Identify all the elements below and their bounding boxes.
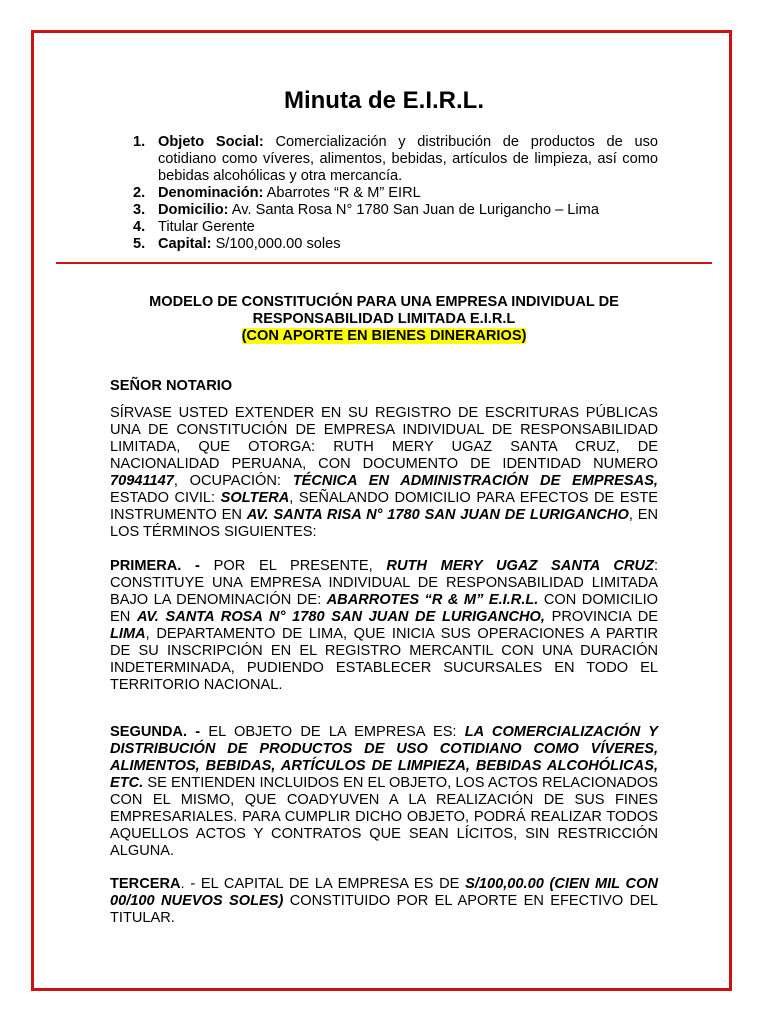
owner-name: RUTH MERY UGAZ SANTA CRUZ (386, 558, 654, 574)
summary-item-text: Abarrotes “R & M” EIRL (263, 185, 421, 201)
summary-item-number: 4. (133, 219, 146, 235)
heading-highlighted-subtitle: (CON APORTE EN BIENES DINERARIOS) (241, 328, 527, 344)
summary-item-label: Denominación: (158, 185, 264, 201)
clause-tercera (110, 876, 658, 927)
summary-item-titular (110, 219, 658, 236)
clause-segunda (110, 724, 658, 860)
capital-amount: S/100,00.00 (CIEN MIL CON 00/100 NUEVOS SOLES) (110, 876, 658, 909)
clause-label: TERCERA (110, 876, 181, 892)
id-number: 70941147 (110, 473, 174, 489)
section-divider (56, 262, 712, 264)
summary-item-capital (110, 236, 658, 253)
summary-item-label: Domicilio: (158, 202, 229, 218)
salutation: SEÑOR NOTARIO (110, 378, 233, 394)
heading-line-1: MODELO DE CONSTITUCIÓN PARA UNA EMPRESA INDIVIDUAL DE (149, 294, 619, 310)
document-heading (0, 294, 768, 345)
intro-text: , EN LOS TÉRMINOS SIGUIENTES: (110, 507, 658, 540)
summary-list (110, 134, 658, 253)
clause-text: , DEPARTAMENTO DE LIMA (145, 626, 343, 642)
summary-item-text: Av. Santa Rosa N° 1780 San Juan de Lurigancho – Lima (228, 202, 599, 218)
civil-status: SOLTERA (220, 490, 290, 506)
clause-text: PROVINCIA DE (544, 609, 659, 625)
summary-item-objeto-social (110, 134, 658, 185)
summary-item-number: 2. (133, 185, 146, 201)
summary-item-text: Comercialización y distribución de productos de uso cotidiano como víveres, alimentos, bebidas, artículos de limpieza, así como bebidas alcohólicas y otra mercancía. (158, 134, 658, 184)
summary-item-denominacion (110, 185, 658, 202)
clause-text: POR EL PRESENTE, (199, 558, 387, 574)
intro-text: , SEÑALANDO DOMICILIO PARA EFECTOS DE ESTE INSTRUMENTO EN (110, 490, 658, 523)
summary-item-domicilio (110, 202, 658, 219)
clause-label: SEGUNDA. - (110, 724, 201, 740)
summary-item-text: S/100,000.00 soles (211, 236, 341, 252)
company-address: AV. SANTA ROSA N° 1780 SAN JUAN DE LURIGANCHO, (136, 609, 545, 625)
clause-text: , QUE INICIA SUS OPERACIONES A PARTIR DE SU INSCRIPCIÓN EN EL REGISTRO MERCANTIL CON UNA DURACIÓN INDETERMINADA, PUDIENDO ESTABLECER SUCURSALES EN TODO EL TERRITORIO NACIONAL. (110, 626, 658, 693)
summary-item-number: 1. (133, 134, 146, 150)
summary-item-text: Titular Gerente (158, 219, 255, 235)
clause-text: EL OBJETO DE LA EMPRESA ES: (200, 724, 465, 740)
intro-text: ESTADO CIVIL: (110, 490, 221, 506)
clause-text: CONSTITUIDO POR EL APORTE EN EFECTIVO DEL TITULAR. (110, 893, 658, 926)
clause-text: SE ENTIENDEN INCLUIDOS EN EL OBJETO, LOS ACTOS RELACIONADOS CON EL MISMO, QUE COADYUVEN A LA REALIZACIÓN DE SUS FINES EMPRESARIALES. PARA CUMPLIR DICHO OBJETO, PODRÁ REALIZAR TODOS AQUELLOS ACTOS Y CONTRATOS QUE SEAN LÍCITOS, SIN RESTRICCIÓN ALGUNA. (110, 775, 658, 859)
province: LIMA (110, 626, 146, 642)
intro-text: SÍRVASE USTED EXTENDER EN SU REGISTRO DE ESCRITURAS PÚBLICAS UNA DE CONSTITUCIÓN DE EMPRESA INDIVIDUAL DE RESPONSABILIDAD LIMITADA, QUE OTORGA: RUTH MERY UGAZ SANTA CRUZ, DE NACIONALIDAD PERUANA, CON DOCUMENTO DE IDENTIDAD NUMERO (110, 405, 658, 472)
company-object: LA COMERCIALIZACIÓN Y DISTRIBUCIÓN DE PRODUCTOS DE USO COTIDIANO COMO VÍVERES, ALIMENTOS, BEBIDAS, ARTÍCULOS DE LIMPIEZA, BEBIDAS ALCOHÓLICAS, ETC. (110, 724, 658, 791)
intro-text: , OCUPACIÓN: (173, 473, 293, 489)
summary-item-number: 5. (133, 236, 146, 252)
owner-address: AV. SANTA RISA N° 1780 SAN JUAN DE LURIGANCHO (246, 507, 629, 523)
clause-text: : CONSTITUYE UNA EMPRESA INDIVIDUAL DE RESPONSABILIDAD LIMITADA BAJO LA DENOMINACIÓN DE: (110, 558, 659, 608)
clause-label: PRIMERA. - (110, 558, 200, 574)
summary-item-label: Objeto Social: (158, 134, 264, 150)
summary-item-number: 3. (133, 202, 146, 218)
clause-text: . - EL CAPITAL DE LA EMPRESA ES DE (180, 876, 466, 892)
intro-paragraph (110, 405, 658, 541)
page-title: Minuta de E.I.R.L. (283, 87, 484, 114)
company-name: ABARROTES “R & M” E.I.R.L. (326, 592, 539, 608)
occupation: TÉCNICA EN ADMINISTRACIÓN DE EMPRESAS, (292, 473, 658, 489)
clause-text: CON DOMICILIO EN (110, 592, 658, 625)
clause-primera (110, 558, 658, 694)
heading-line-2: RESPONSABILIDAD LIMITADA E.I.R.L (252, 311, 516, 327)
summary-item-label: Capital: (158, 236, 212, 252)
